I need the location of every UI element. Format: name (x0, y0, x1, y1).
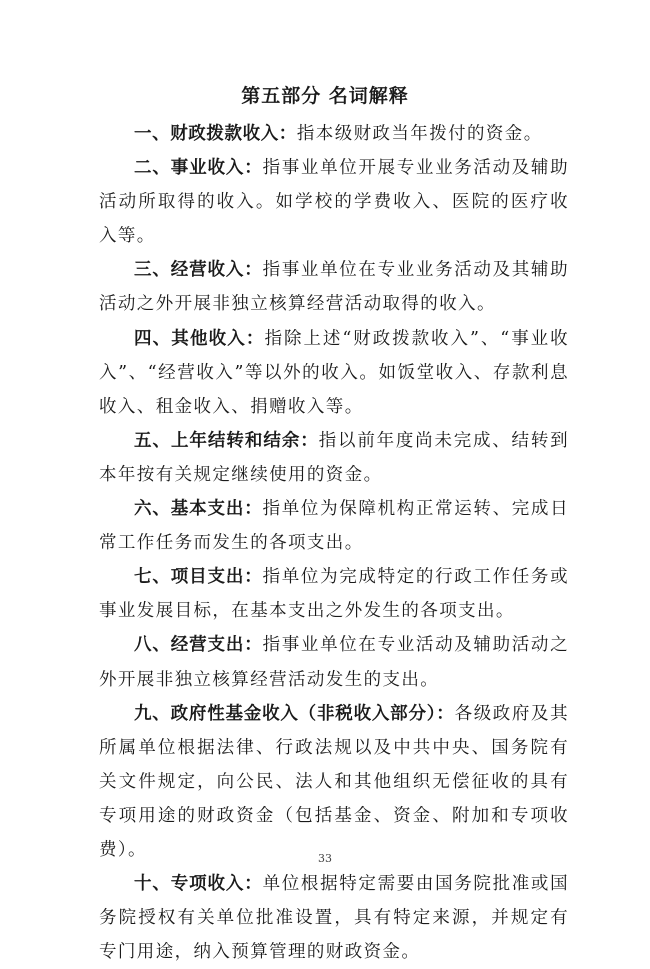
entry-term: 八、经营支出： (134, 635, 263, 656)
entry-term: 二、事业收入： (134, 158, 263, 179)
glossary-body (99, 117, 569, 969)
page-title: 第五部分 名词解释 (241, 85, 409, 107)
entry-definition: 指事业单位开展专业业务活动及辅助活动所取得的收入。如学校的学费收入、医院的医疗收入等。 (99, 158, 569, 247)
entry-definition: 指本级财政当年拨付的资金。 (296, 124, 543, 144)
entry-term: 六、基本支出： (134, 499, 263, 520)
entry-term: 七、项目支出： (134, 567, 263, 588)
entry-term: 三、经营收入： (134, 260, 263, 281)
entry-definition: 指单位为保障机构正常运转、完成日常工作任务而发生的各项支出。 (99, 499, 569, 554)
glossary-entry (99, 424, 569, 492)
glossary-entry (99, 117, 569, 151)
entry-definition: 指单位为完成特定的行政工作任务或事业发展目标，在基本支出之外发生的各项支出。 (99, 567, 569, 622)
entry-definition: 指事业单位在专业活动及辅助活动之外开展非独立核算经营活动发生的支出。 (99, 635, 569, 690)
glossary-entry (99, 253, 569, 321)
entry-definition: 指以前年度尚未完成、结转到本年按有关规定继续使用的资金。 (99, 430, 570, 485)
entry-term: 四、其他收入： (134, 328, 265, 349)
entry-definition: 各级政府及其所属单位根据法律、行政法规以及中共中央、国务院有关文件规定，向公民、法人和其他组织无偿征收的具有专项用途的财政资金（包括基金、资金、附加和专项收费）。 (99, 703, 569, 860)
entry-term: 十、专项收入： (134, 874, 263, 895)
glossary-entry (99, 867, 569, 969)
glossary-entry (99, 628, 569, 696)
glossary-entry (99, 560, 569, 628)
entry-definition: 单位根据特定需要由国务院批准或国务院授权有关单位批准设置，具有特定来源，并规定有专门用途，纳入预算管理的财政资金。 (99, 874, 569, 963)
entry-definition: 指事业单位在专业业务活动及其辅助活动之外开展非独立核算经营活动取得的收入。 (99, 260, 569, 315)
page-number: 33 (318, 852, 332, 865)
entry-definition: 指除上述“财政拨款收入”、“事业收入”、“经营收入”等以外的收入。如饭堂收入、存款利息收入、租金收入、捐赠收入等。 (99, 328, 570, 417)
glossary-entry (99, 492, 569, 560)
entry-term: 五、上年结转和结余： (134, 430, 319, 451)
glossary-entry (99, 697, 569, 867)
glossary-entry (99, 322, 569, 424)
entry-term: 一、财政拨款收入： (134, 124, 297, 144)
entry-term: 九、政府性基金收入（非税收入部分）： (134, 703, 455, 724)
glossary-entry (99, 151, 569, 253)
